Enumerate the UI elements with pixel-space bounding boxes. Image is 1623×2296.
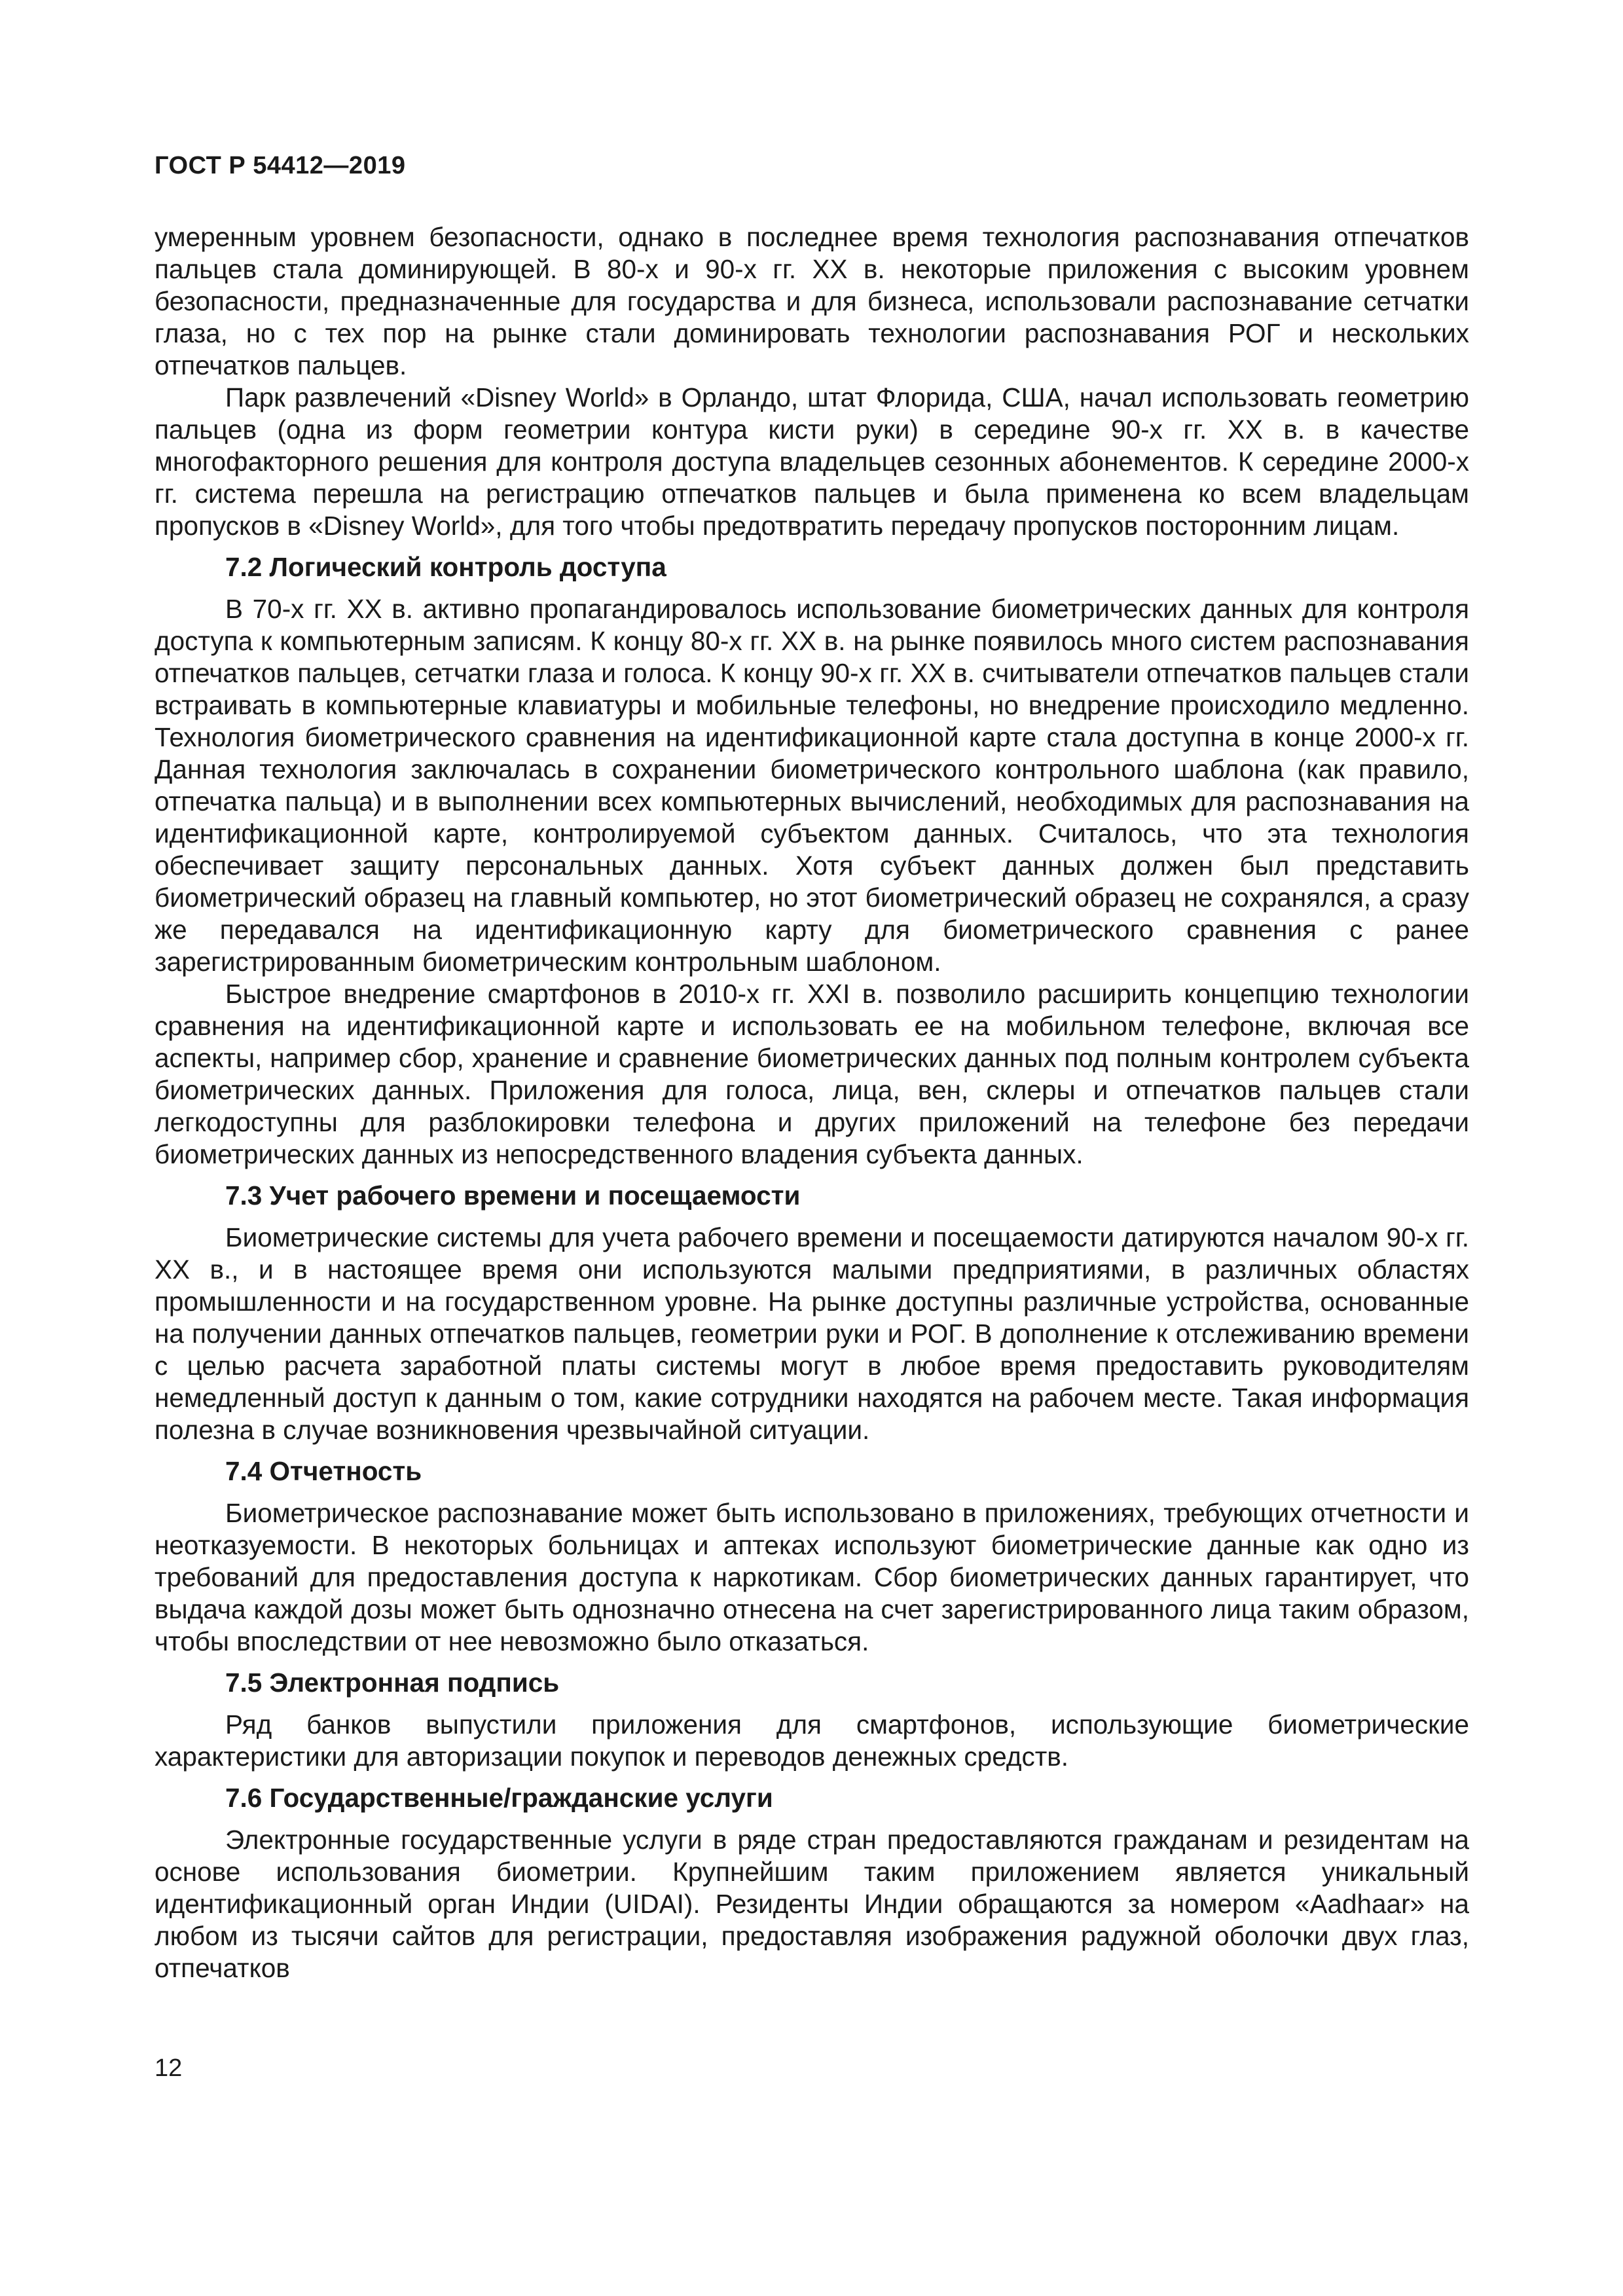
paragraph: Биометрическое распознавание может быть использовано в приложениях, требующих отчетности и неотказуемости. В некоторых больницах и аптеках используют биометрические данные как одно из требований для предоставления доступа к наркотикам. Сбор биометрических данных гарантирует, что выдача каждой дозы может быть однозначно отнесена на счет зарегистрированного лица таким образом, чтобы впоследствии от нее невозможно было отказаться.	[155, 1498, 1469, 1656]
page-number: 12	[155, 2054, 183, 2082]
section-heading-7-6: 7.6 Государственные/гражданские услуги	[225, 1783, 773, 1813]
paragraph: Парк развлечений «Disney World» в Орландо, штат Флорида, США, начал использовать геометрию пальцев (одна из форм геометрии контура кисти руки) в середине 90-х гг. XX в. в качестве многофакторного решения для контроля доступа владельцев сезонных абонементов. К середине 2000-х гг. система перешла на регистрацию отпечатков пальцев и была применена ко всем владельцам пропусков в «Disney World», для того чтобы предотвратить передачу пропусков посторонним лицам.	[155, 382, 1469, 541]
paragraph: Быстрое внедрение смартфонов в 2010-х гг. XXI в. позволило расширить концепцию технологии сравнения на идентификационной карте и использовать ее на мобильном телефоне, включая все аспекты, например сбор, хранение и сравнение биометрических данных под полным контролем субъекта биометрических данных. Приложения для голоса, лица, вен, склеры и отпечатков пальцев стали легкодоступны для разблокировки телефона и других приложений на телефоне без передачи биометрических данных из непосредственного владения субъекта данных.	[155, 979, 1469, 1169]
section-heading-7-5: 7.5 Электронная подпись	[225, 1667, 560, 1698]
document-body	[155, 221, 1469, 1984]
section-heading-7-2: 7.2 Логический контроль доступа	[225, 552, 666, 582]
section-heading-7-4: 7.4 Отчетность	[225, 1456, 422, 1486]
paragraph: Электронные государственные услуги в ряде стран предоставляются гражданам и резидентам на основе использования биометрии. Крупнейшим таким приложением является уникальный идентификационный орган Индии (UIDAI). Резиденты Индии обращаются за номером «Aadhaar» на любом из тысячи сайтов для регистрации, предоставляя изображения радужной оболочки двух глаз, отпечатков	[155, 1825, 1469, 1983]
paragraph: Ряд банков выпустили приложения для смартфонов, использующие биометрические характеристики для авторизации покупок и переводов денежных средств.	[155, 1709, 1469, 1772]
paragraph: умеренным уровнем безопасности, однако в последнее время технология распознавания отпечатков пальцев стала доминирующей. В 80-х и 90-х гг. XX в. некоторые приложения с высоким уровнем безопасности, предназначенные для государства и для бизнеса, использовали распознавание сетчатки глаза, но с тех пор на рынке стали доминировать технологии распознавания РОГ и нескольких отпечатков пальцев.	[155, 222, 1469, 380]
paragraph: В 70-х гг. XX в. активно пропагандировалось использование биометрических данных для контроля доступа к компьютерным записям. К концу 80-х гг. XX в. на рынке появилось много систем распознавания отпечатков пальцев, сетчатки глаза и голоса. К концу 90-х гг. XX в. считыватели отпечатков пальцев стали встраивать в компьютерные клавиатуры и мобильные телефоны, но внедрение происходило медленно. Технология биометрического сравнения на идентификационной карте стала доступна в конце 2000-х гг. Данная технология заключалась в сохранении биометрического контрольного шаблона (как правило, отпечатка пальца) и в выполнении всех компьютерных вычислений, необходимых для распознавания на идентификационной карте, контролируемой субъектом данных. Считалось, что эта технология обеспечивает защиту персональных данных. Хотя субъект данных должен был представить биометрический образец на главный компьютер, но этот биометрический образец не сохранялся, а сразу же передавался на идентификационную карту для биометрического сравнения с ранее зарегистрированным биометрическим контрольным шаблоном.	[155, 594, 1469, 977]
section-heading-7-3: 7.3 Учет рабочего времени и посещаемости	[225, 1180, 801, 1211]
paragraph: Биометрические системы для учета рабочего времени и посещаемости датируются началом 90-х гг. XX в., и в настоящее время они используются малыми предприятиями, в различных областях промышленности и на государственном уровне. На рынке доступны различные устройства, основанные на получении данных отпечатков пальцев, геометрии руки и РОГ. В дополнение к отслеживанию времени с целью расчета заработной платы системы могут в любое время предоставить руководителям немедленный доступ к данным о том, какие сотрудники находятся на рабочем месте. Такая информация полезна в случае возникновения чрезвычайной ситуации.	[155, 1222, 1469, 1445]
document-header: ГОСТ Р 54412—2019	[155, 152, 406, 179]
